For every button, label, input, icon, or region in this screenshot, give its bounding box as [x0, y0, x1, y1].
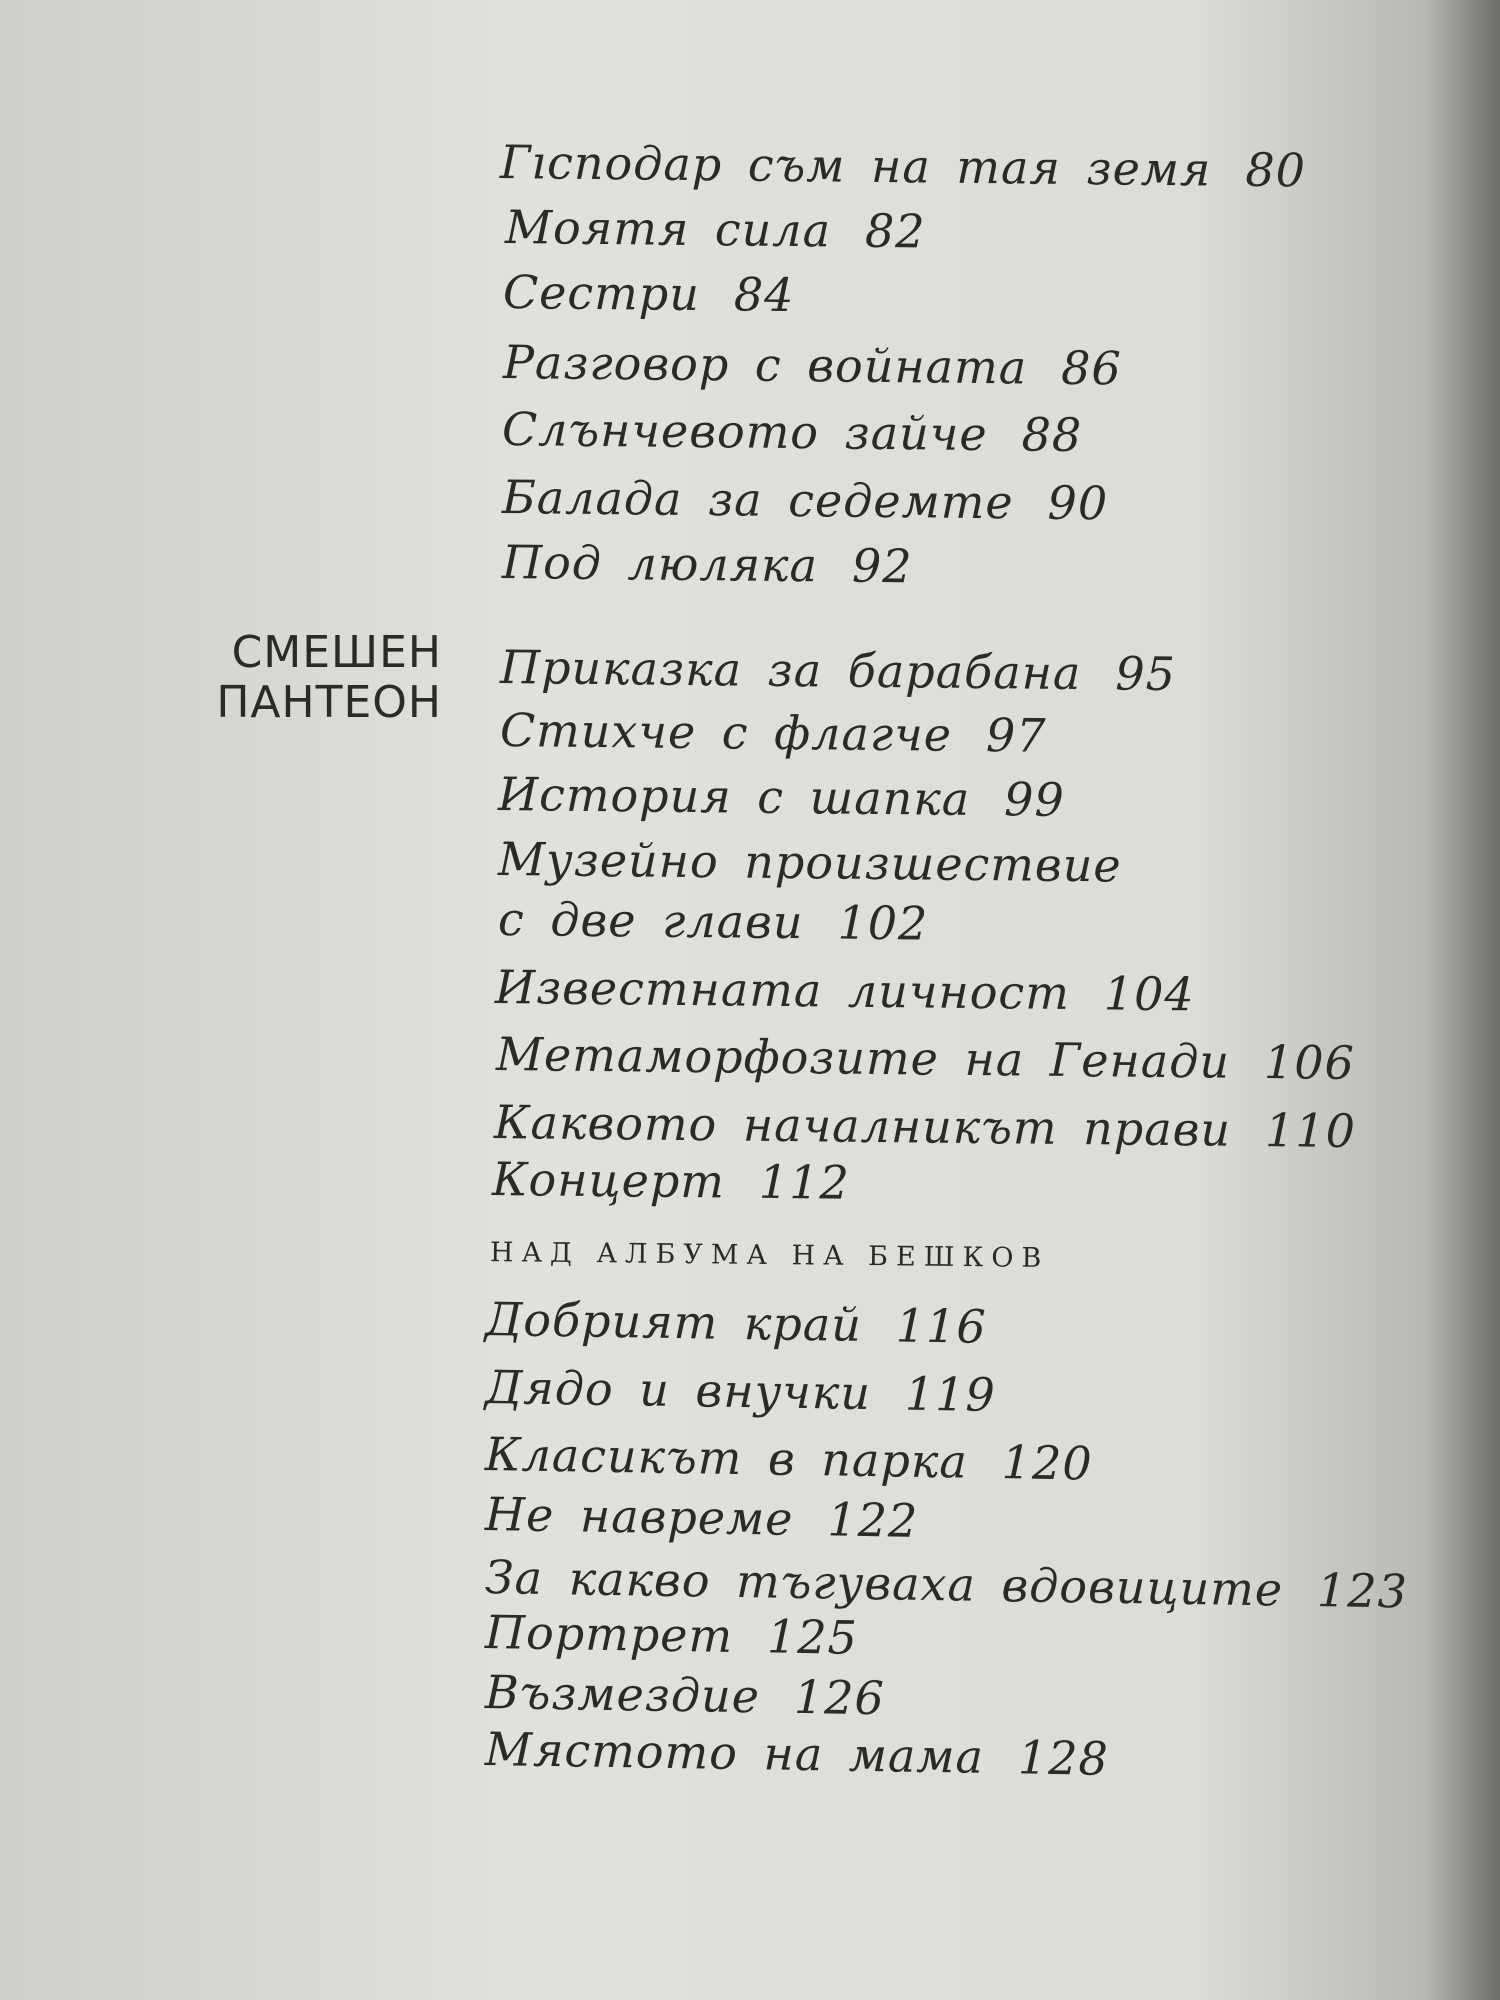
entry-title: Стихче с флагче	[499, 703, 953, 762]
entry-title: Известната личност	[494, 960, 1071, 1021]
entry-page-number: 88	[1021, 407, 1083, 463]
toc-entry	[485, 1722, 1110, 1786]
entry-page-number: 99	[1003, 772, 1066, 827]
entry-title: Музейно произшествие	[497, 832, 1122, 893]
entry-page-number: 120	[1001, 1435, 1094, 1491]
entry-page-number: 110	[1264, 1103, 1357, 1159]
toc-entry	[505, 200, 926, 258]
entry-title: Разговор с войната	[502, 335, 1028, 395]
toc-entry	[485, 1605, 859, 1665]
entry-title: Балада за седемте	[501, 470, 1014, 530]
toc-entry	[485, 1427, 1093, 1491]
entry-title: История с шапка	[497, 767, 971, 826]
toc-entry	[500, 703, 1047, 763]
subsection-heading: НАД АЛБУМА НА БЕШКОВ	[489, 1237, 1050, 1274]
entry-page-number: 90	[1047, 475, 1109, 531]
entry-title: Възмездие	[484, 1665, 761, 1724]
section-label	[170, 628, 442, 728]
entry-title: Моятя сила	[504, 200, 832, 258]
entry-page-number: 112	[758, 1154, 851, 1210]
entry-title: Концерт	[491, 1152, 726, 1209]
toc-entry	[494, 1095, 1356, 1158]
entry-page-number: 102	[837, 895, 929, 951]
toc-entry	[498, 767, 1065, 827]
entry-title: Каквото началникът прави	[493, 1095, 1232, 1157]
entry-page-number: 119	[904, 1366, 997, 1423]
entry-title: Гıсподар съм на тая земя	[499, 135, 1212, 197]
entry-page-number: 97	[985, 708, 1047, 763]
toc-entry	[485, 1360, 997, 1422]
entry-page-number	[1155, 839, 1156, 893]
toc-entry	[485, 1487, 919, 1548]
entry-page-number: 123	[1316, 1563, 1409, 1619]
entry-title: Под люляка	[501, 535, 819, 593]
section-label-line: ПАНТЕОН	[216, 677, 442, 728]
toc-entry	[503, 335, 1122, 395]
entry-title: Не навреме	[484, 1487, 794, 1546]
entry-page-number: 86	[1060, 340, 1122, 396]
entry-title: Приказка за барабана	[499, 640, 1082, 701]
entry-title: Мястото на мама	[484, 1722, 985, 1784]
entry-page-number: 92	[851, 538, 913, 594]
entry-page-number: 80	[1245, 142, 1307, 198]
entry-title: Дядо и внучки	[484, 1360, 872, 1421]
entry-page-number: 128	[1017, 1730, 1110, 1786]
entry-page-number: 106	[1263, 1035, 1356, 1090]
toc-entry	[496, 1027, 1355, 1090]
entry-page-number: 82	[864, 203, 926, 259]
entry-page-number: 84	[733, 267, 795, 323]
toc-entry	[485, 1665, 886, 1725]
entry-title: Сестри	[502, 265, 701, 322]
entry-page-number: 122	[827, 1492, 919, 1548]
entry-page-number: 104	[1103, 966, 1195, 1022]
entry-title: Слънчевото зайче	[501, 402, 988, 462]
toc-entry	[502, 402, 1083, 462]
toc-entry	[503, 265, 795, 322]
entry-page-number: 95	[1115, 646, 1177, 702]
toc-entry	[495, 960, 1195, 1021]
toc-entry	[485, 1292, 988, 1354]
entry-title: Портрет	[484, 1605, 734, 1663]
entry-page-number: 116	[895, 1298, 988, 1354]
section-label-line: СМЕШЕН	[231, 627, 442, 678]
entry-title: Класикът в парка	[484, 1427, 969, 1489]
toc-entry	[498, 832, 1156, 893]
entry-title: За какво тъгуваха вдовиците	[484, 1550, 1284, 1617]
entry-page-number: 125	[766, 1609, 859, 1665]
toc-entry	[502, 535, 913, 593]
toc-entry	[498, 892, 929, 951]
toc-entry	[492, 1152, 850, 1210]
entry-title: Добрият край	[484, 1292, 863, 1352]
toc-entry	[502, 470, 1109, 530]
toc-entry	[500, 135, 1307, 197]
entry-title: с две глави	[497, 892, 804, 950]
entry-title: Метаморфозите на Генади	[495, 1027, 1231, 1089]
toc-entry	[500, 640, 1176, 701]
entry-page-number: 126	[793, 1669, 886, 1726]
